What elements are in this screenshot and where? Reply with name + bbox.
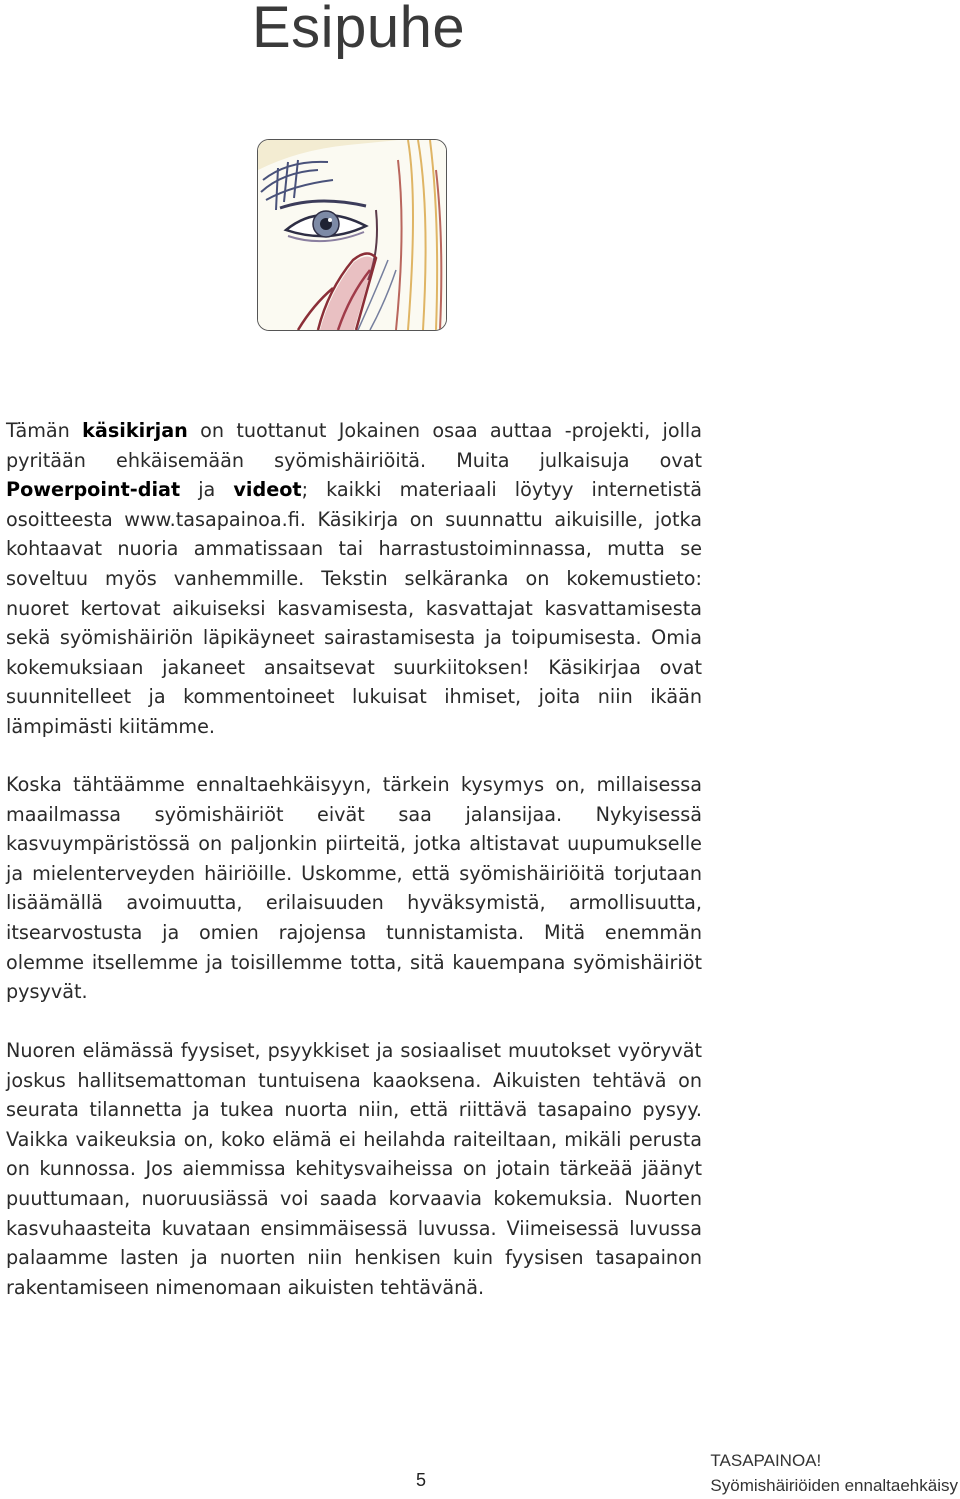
emphasis-videos: videot bbox=[233, 478, 302, 502]
text-run: on tuottanut Jokainen osaa auttaa -projekti, jolla pyritään ehkäisemään syömishäiriöitä. Muita julkaisuja ovat bbox=[6, 419, 702, 472]
footer-subtitle: Syömishäiriöiden ennaltaehkäisy bbox=[710, 1476, 958, 1495]
intro-paragraph bbox=[6, 416, 702, 742]
emphasis-handbook: käsikirjan bbox=[82, 419, 188, 442]
text-run: ; kaikki materiaali löytyy internetistä osoitteesta www.tasapainoa.fi. Käsikirja on suunnattu aikuisille, jotka kohtaavat nuoria ammatissaan tai harrastustoiminnassa, mutta se soveltuu myös vanhemmille. Tekstin selkäranka on kokemustieto: nuoret kertovat aikuiseksi kasvamisesta, kasvattajat kasvattamisesta sekä syömishäiriön läpikäyneet sairastamisesta ja toipumisesta. Omia kokemuksiaan jakaneet ansaitsevat suurkiitoksen! Käsikirjaa ovat suunnitelleet ja kommentoineet lukuisat ihmiset, joita niin ikään lämpimästi kiitämme. bbox=[6, 478, 702, 738]
emphasis-slides: Powerpoint-diat bbox=[6, 478, 181, 502]
prevention-paragraph: Koska tähtäämme ennaltaehkäisyyn, tärkein kysymys on, millaisessa maailmassa syömishäiriöt eivät saa jalansijaa. Nykyisessä kasvuympäristössä on paljonkin piirteitä, jotka altistavat uupumukselle ja mielenterveyden häiriöille. Uskomme, että syömishäiriöitä torjutaan lisäämällä avoimuutta, erilaisuuden hyväksymistä, armollisuutta, itsearvostusta ja omien rajojensa tunnistamista. Mitä enemmän olemme itsellemme ja toisillemme totta, sitä kauempana syömishäiriöt pysyvät. bbox=[6, 773, 702, 1004]
text-run: ja bbox=[180, 478, 234, 502]
eye-drawing-icon bbox=[257, 139, 447, 331]
footer-brand bbox=[710, 1448, 958, 1498]
footer-brand-name: TASAPAINOA! bbox=[710, 1451, 822, 1470]
text-run: Tämän bbox=[6, 419, 83, 442]
page-number: 5 bbox=[416, 1470, 427, 1490]
page-title: Esipuhe bbox=[252, 0, 466, 60]
youth-paragraph: Nuoren elämässä fyysiset, psyykkiset ja sosiaaliset muutokset vyöryvät joskus hallitsemattoman tuntuisena kaaoksena. Aikuisten tehtävä on seurata tilannetta ja tukea nuorta niin, että riittävä tasapaino pysyy. Vaikka vaikeuksia on, koko elämä ei heilahda raiteiltaan, mikäli perusta on kunnossa. Jos aiemmissa kehitysvaiheissa on jotain tärkeää jäänyt puuttumaan, nuoruusiässä voi saada korvaavia kokemuksia. Nuorten kasvuhaasteita kuvataan ensimmäisessä luvussa. Viimeisessä luvussa palaamme lasten ja nuorten niin henkisen kuin fyysisen tasapainon rakentamiseen nimenomaan aikuisten tehtävänä. bbox=[6, 1039, 702, 1299]
